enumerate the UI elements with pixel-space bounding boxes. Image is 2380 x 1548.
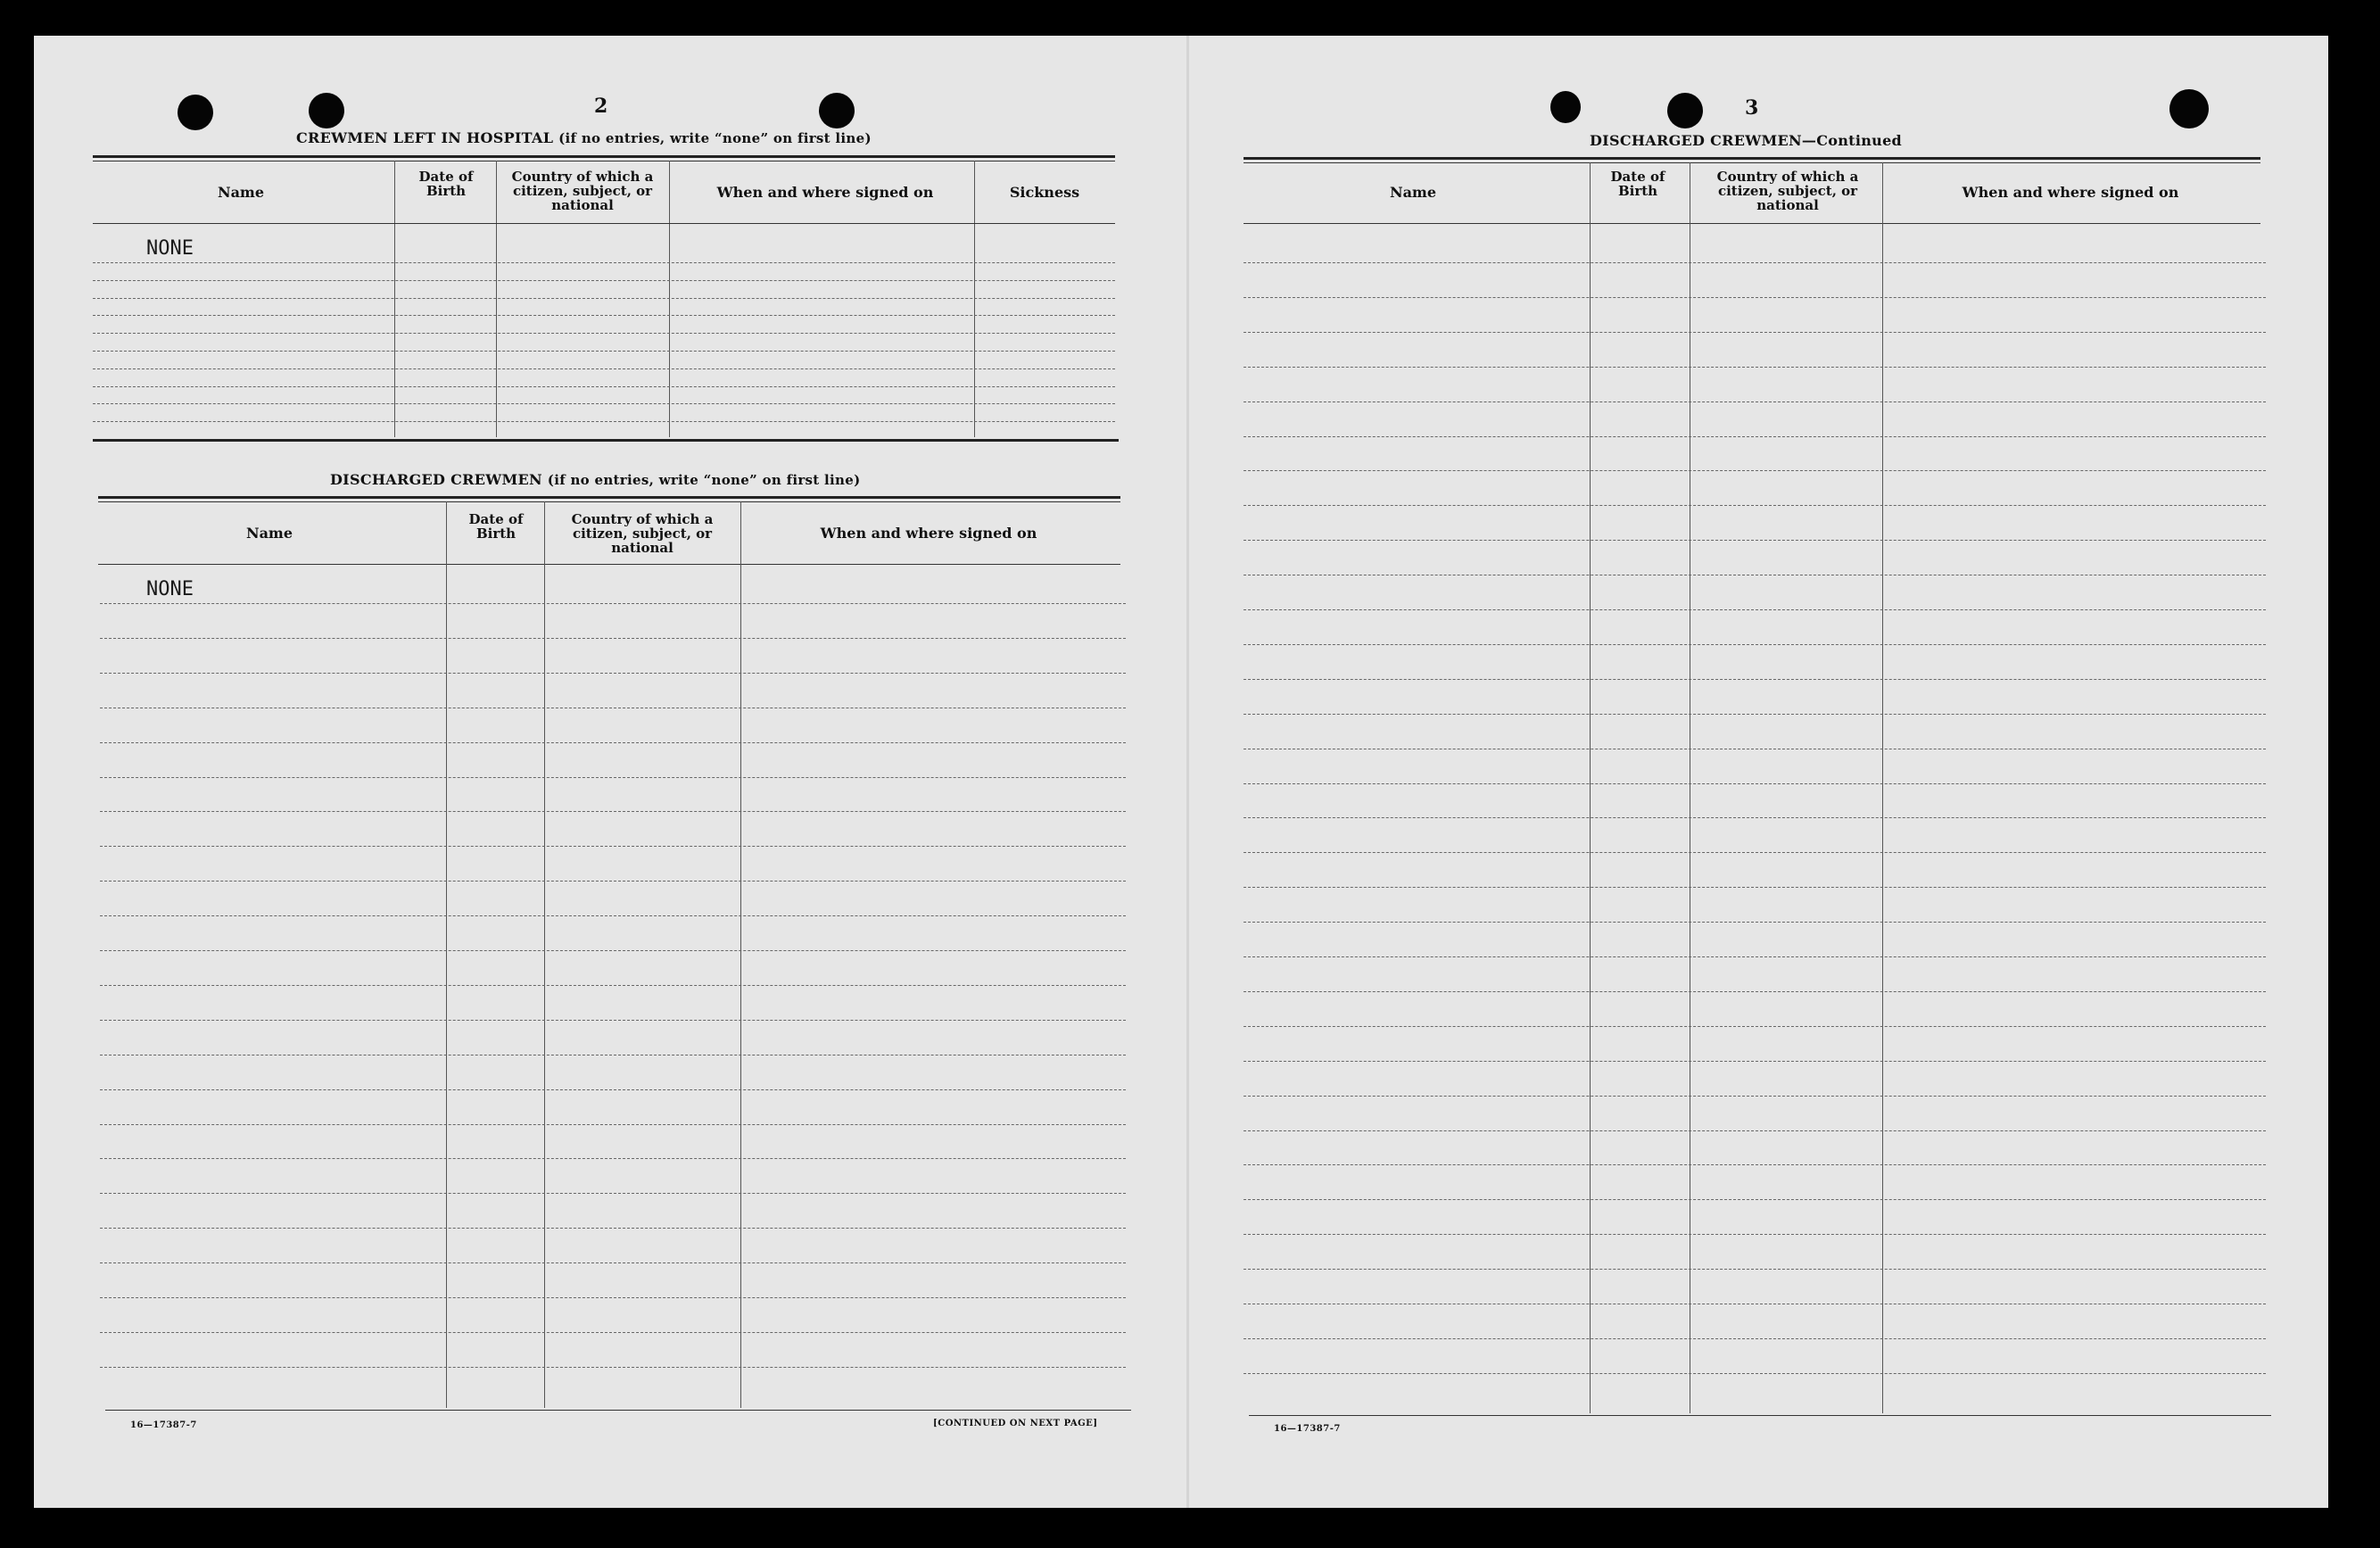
- hospital-header-name: Name: [217, 184, 265, 201]
- punch-hole: [178, 95, 213, 130]
- discharged-first-entry: NONE: [146, 578, 194, 600]
- hospital-header-signed-on: When and where signed on: [716, 184, 934, 201]
- hospital-col-divider: [974, 161, 975, 437]
- discharged-section-title: [330, 471, 860, 488]
- discharged-entry-line: [100, 881, 1126, 882]
- discharged-entry-line: [100, 1158, 1126, 1159]
- discharged-entry-line: [100, 1228, 1126, 1229]
- page-fold: [1186, 36, 1189, 1508]
- discharged-entry-line: [100, 950, 1126, 951]
- hospital-entry-line: [93, 403, 1115, 404]
- hospital-entry-line: [93, 386, 1115, 387]
- page-number-left: 2: [594, 95, 608, 118]
- discharged-continued-entry-line: [1244, 1234, 2266, 1235]
- discharged-title-note: (if no entries, write “none” on first line): [547, 472, 861, 488]
- discharged-top-rule-2: [98, 501, 1120, 502]
- hospital-title-text: CREWMEN LEFT IN HOSPITAL: [296, 129, 554, 146]
- hospital-top-rule: [93, 155, 1115, 158]
- discharged-continued-entry-line: [1244, 1061, 2266, 1062]
- right-top-rule: [1244, 157, 2260, 160]
- right-top-rule-2: [1244, 162, 2260, 163]
- discharged-entry-line: [100, 1262, 1126, 1263]
- hospital-bottom-rule: [93, 439, 1119, 442]
- discharged-entry-line: [100, 1332, 1126, 1333]
- discharged-continued-entry-line: [1244, 1373, 2266, 1374]
- discharged-entry-line: [100, 1124, 1126, 1125]
- discharged-entry-line: [100, 673, 1126, 674]
- discharged-continued-entry-line: [1244, 332, 2266, 333]
- hospital-entry-line: [93, 262, 1115, 263]
- hospital-col-divider: [394, 161, 395, 437]
- hospital-section-title: [296, 129, 872, 146]
- discharged-header-dob: Date of Birth: [468, 511, 524, 542]
- right-header-rule: [1244, 223, 2260, 224]
- punch-hole: [1550, 91, 1581, 123]
- discharged-continued-entry-line: [1244, 887, 2266, 888]
- discharged-continued-entry-line: [1244, 505, 2266, 506]
- discharged-continued-entry-line: [1244, 297, 2266, 298]
- hospital-entry-line: [93, 315, 1115, 316]
- discharged-continued-entry-line: [1244, 401, 2266, 402]
- discharged-continued-entry-line: [1244, 991, 2266, 992]
- hospital-entry-line: [93, 351, 1115, 352]
- right-form-number: 16—17387-7: [1274, 1424, 1341, 1434]
- discharged-entry-line: [100, 742, 1126, 743]
- discharged-entry-line: [100, 1020, 1126, 1021]
- discharged-continued-entry-line: [1244, 1164, 2266, 1165]
- discharged-continued-entry-line: [1244, 1096, 2266, 1097]
- discharged-continued-entry-line: [1244, 1269, 2266, 1270]
- discharged-entry-line: [100, 985, 1126, 986]
- page-number-right: 3: [1745, 96, 1759, 120]
- discharged-entry-line: [100, 638, 1126, 639]
- discharged-entry-line: [100, 777, 1126, 778]
- right-header-signed-on: When and where signed on: [1962, 184, 2179, 201]
- discharged-continued-entry-line: [1244, 436, 2266, 437]
- discharged-continued-entry-line: [1244, 714, 2266, 715]
- discharged-continued-entry-line: [1244, 852, 2266, 853]
- discharged-top-rule: [98, 496, 1120, 499]
- discharged-entry-line: [100, 603, 1126, 604]
- right-header-name: Name: [1389, 184, 1437, 201]
- hospital-header-sickness: Sickness: [1009, 184, 1080, 201]
- discharged-header-signed-on: When and where signed on: [820, 525, 1037, 542]
- right-header-country: Country of which a citizen, subject, or national: [1716, 169, 1859, 213]
- discharged-header-country: Country of which a citizen, subject, or national: [571, 511, 714, 556]
- discharged-header-rule: [98, 564, 1120, 565]
- discharged-continued-entry-line: [1244, 1026, 2266, 1027]
- left-bottom-rule: [105, 1410, 1131, 1411]
- hospital-entry-line: [93, 368, 1115, 369]
- discharged-continued-entry-line: [1244, 783, 2266, 784]
- discharged-continued-entry-line: [1244, 956, 2266, 957]
- discharged-continued-entry-line: [1244, 540, 2266, 541]
- hospital-entry-line: [93, 298, 1115, 299]
- discharged-continued-entry-line: [1244, 1130, 2266, 1131]
- hospital-title-note: (if no entries, write “none” on first line): [558, 130, 872, 146]
- discharged-entry-line: [100, 915, 1126, 916]
- form-sheet: [34, 36, 2328, 1508]
- discharged-continued-entry-line: [1244, 470, 2266, 471]
- left-form-number: 16—17387-7: [130, 1420, 197, 1430]
- discharged-entry-line: [100, 1297, 1126, 1298]
- discharged-entry-line: [100, 811, 1126, 812]
- hospital-header-country: Country of which a citizen, subject, or national: [511, 169, 654, 213]
- punch-hole: [2169, 89, 2209, 128]
- discharged-entry-line: [100, 1367, 1126, 1368]
- hospital-first-entry: NONE: [146, 237, 194, 260]
- discharged-continued-entry-line: [1244, 609, 2266, 610]
- discharged-continued-entry-line: [1244, 262, 2266, 263]
- hospital-entry-line: [93, 333, 1115, 334]
- right-col-divider: [1590, 162, 1591, 1413]
- punch-hole: [309, 93, 344, 128]
- discharged-continued-entry-line: [1244, 922, 2266, 923]
- hospital-header-dob: Date of Birth: [418, 169, 474, 199]
- discharged-continued-entry-line: [1244, 817, 2266, 818]
- right-col-divider: [1882, 162, 1883, 1413]
- discharged-title-text: DISCHARGED CREWMEN: [330, 471, 542, 488]
- continued-note: [CONTINUED ON NEXT PAGE]: [933, 1419, 1098, 1428]
- punch-hole: [1667, 93, 1703, 128]
- hospital-col-divider: [669, 161, 670, 437]
- discharged-entry-line: [100, 1193, 1126, 1194]
- discharged-entry-line: [100, 1089, 1126, 1090]
- discharged-continued-entry-line: [1244, 679, 2266, 680]
- hospital-header-rule: [93, 223, 1115, 224]
- discharged-continued-entry-line: [1244, 1199, 2266, 1200]
- right-bottom-rule: [1249, 1415, 2271, 1416]
- discharged-entry-line: [100, 846, 1126, 847]
- hospital-entry-line: [93, 280, 1115, 281]
- discharged-header-name: Name: [245, 525, 293, 542]
- punch-hole: [819, 93, 855, 128]
- hospital-entry-line: [93, 421, 1115, 422]
- right-section-title: DISCHARGED CREWMEN—Continued: [1590, 132, 1903, 149]
- discharged-continued-entry-line: [1244, 1338, 2266, 1339]
- discharged-continued-entry-line: [1244, 367, 2266, 368]
- discharged-continued-entry-line: [1244, 644, 2266, 645]
- hospital-col-divider: [496, 161, 497, 437]
- right-header-dob: Date of Birth: [1610, 169, 1665, 199]
